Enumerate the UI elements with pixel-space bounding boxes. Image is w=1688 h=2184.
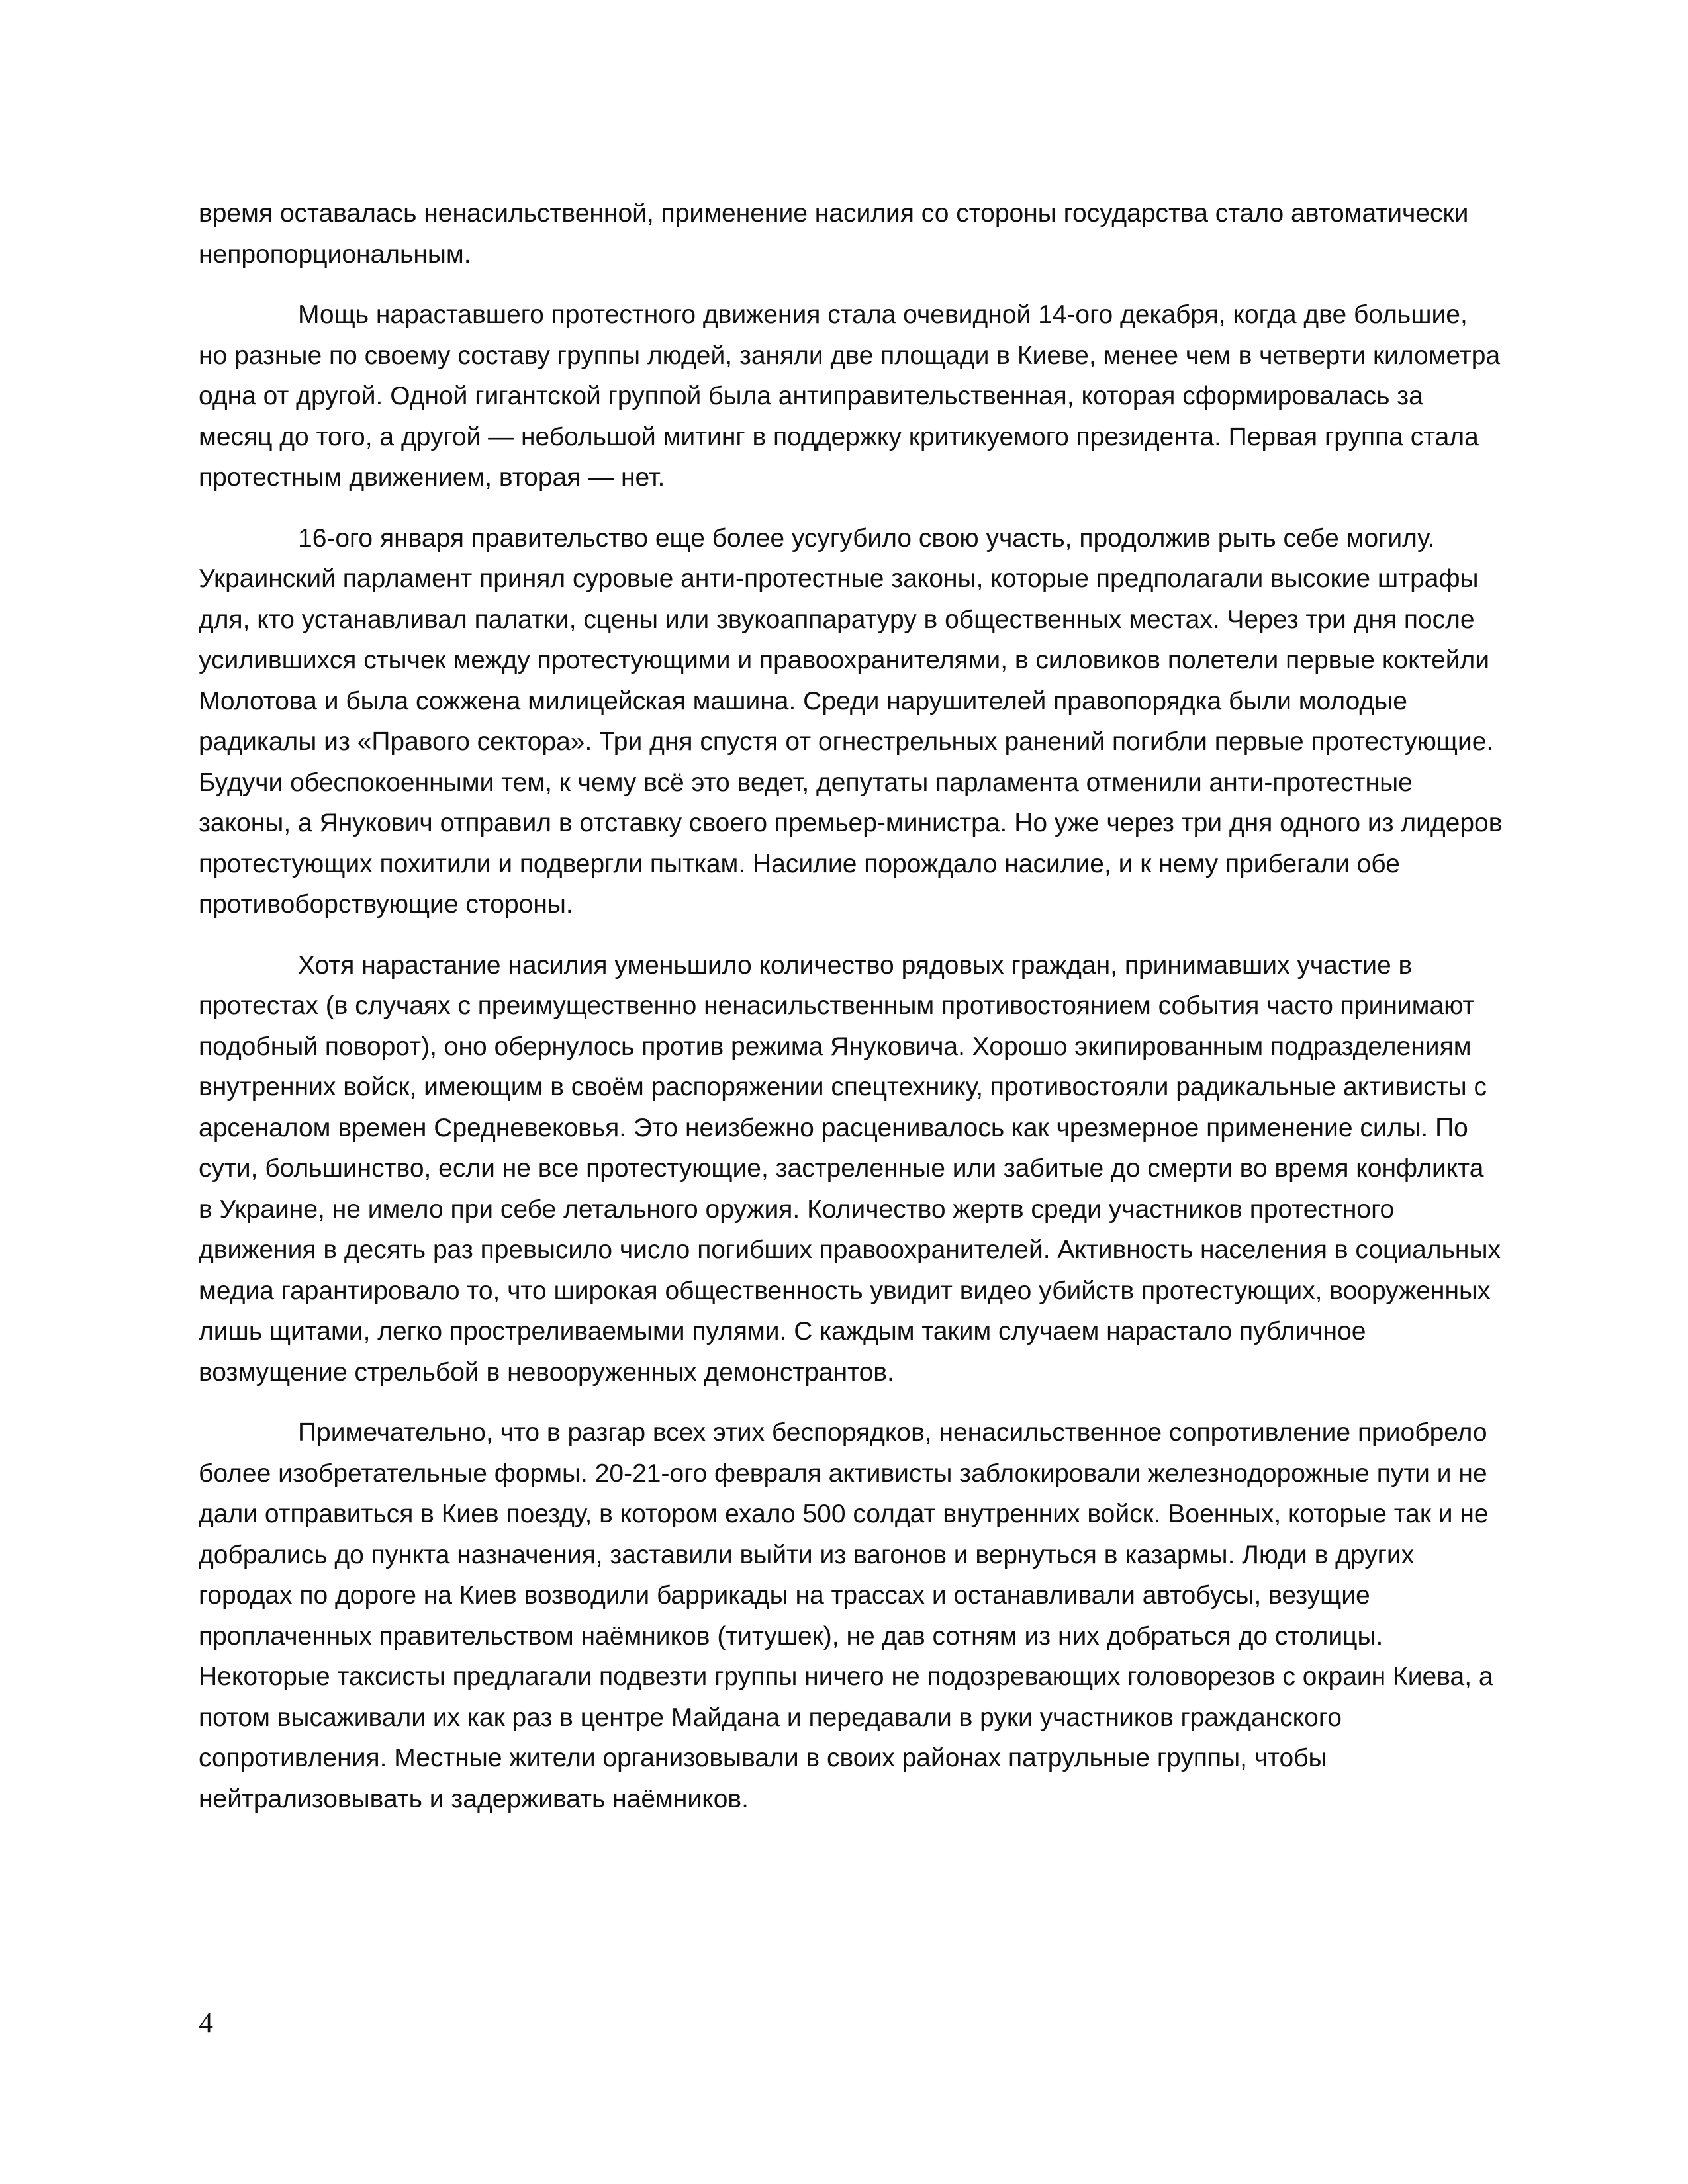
paragraph-protest-power: Мощь нараставшего протестного движения стала очевидной 14-ого декабря, когда две большие, но разные по своему составу группы людей, заняли две площади в Киеве, менее чем в четверти километра одна от другой. Одной гигантской группой была антиправительственная, которая сформировалась за месяц до того, а другой — небольшой митинг в поддержку критикуемого президента. Первая группа стала протестным движением, вторая — нет. bbox=[199, 300, 1501, 492]
paragraph-anti-protest-laws: 16-ого января правительство еще более усугубило свою участь, продолжив рыть себе могилу. Украинский парламент принял суровые анти-протестные законы, которые предполагали высокие штрафы для, кто устанавливал палатки, сцены или звукоаппаратуру в общественных местах. Через три дня после усилившихся стычек между протестующими и правоохранителями, в силовиков полетели первые коктейли Молотова и была сожжена милицейская машина. Среди нарушителей правопорядка были молодые радикалы из «Правого сектора». Три дня спустя от огнестрельных ранений погибли первые протестующие. Будучи обеспокоенными тем, к чему всё это ведет, депутаты парламента отменили анти-протестные законы, а Янукович отправил в отставку своего премьер-министра. Но уже через три дня одного из лидеров протестующих похитили и подвергли пыткам. Насилие порождало насилие, и к нему прибегали обе противоборствующие стороны. bbox=[199, 523, 1503, 919]
paragraph-continuation: время оставалась ненасильственной, применение насилия со стороны государства стало автоматически непропорциональным. bbox=[199, 199, 1469, 269]
page-number: 4 bbox=[199, 2007, 213, 2039]
paragraph-violence-escalation: Хотя нарастание насилия уменьшило количество рядовых граждан, принимавших участие в протестах (в случаях с преимущественно ненасильственным противостоянием события часто принимают подобный поворот), оно обернулось против режима Януковича. Хорошо экипированным подразделениям внутренних войск, имеющим в своём распоряжении спецтехнику, противостояли радикальные активисты с арсеналом времен Средневековья. Это неизбежно расценивалось как чрезмерное применение силы. По сути, большинство, если не все протестующие, застреленные или забитые до смерти во время конфликта в Украине, не имело при себе летального оружия. Количество жертв среди участников протестного движения в десять раз превысило число погибших правоохранителей. Активность населения в социальных медиа гарантировало то, что широкая общественность увидит видео убийств протестующих, вооруженных лишь щитами, легко простреливаемыми пулями. С каждым таким случаем нарастало публичное возмущение стрельбой в невооруженных демонстрантов. bbox=[199, 950, 1501, 1387]
body-text bbox=[199, 193, 1503, 1839]
paragraph-nonviolent-resistance: Примечательно, что в разгар всех этих беспорядков, ненасильственное сопротивление приобрело более изобретательные формы. 20-21-ого февраля активисты заблокировали железнодорожные пути и не дали отправиться в Киев поезду, в котором ехало 500 солдат внутренних войск. Военных, которые так и не добрались до пункта назначения, заставили выйти из вагонов и вернуться в казармы. Люди в других городах по дороге на Киев возводили баррикады на трассах и останавливали автобусы, везущие проплаченных правительством наёмников (титушек), не дав сотням из них добраться до столицы. Некоторые таксисты предлагали подвезти группы ничего не подозревающих головорезов с окраин Киева, а потом высаживали их как раз в центре Майдана и передавали в руки участников гражданского сопротивления. Местные жители организовывали в своих районах патрульные группы, чтобы нейтрализовывать и задерживать наёмников. bbox=[199, 1418, 1493, 1813]
